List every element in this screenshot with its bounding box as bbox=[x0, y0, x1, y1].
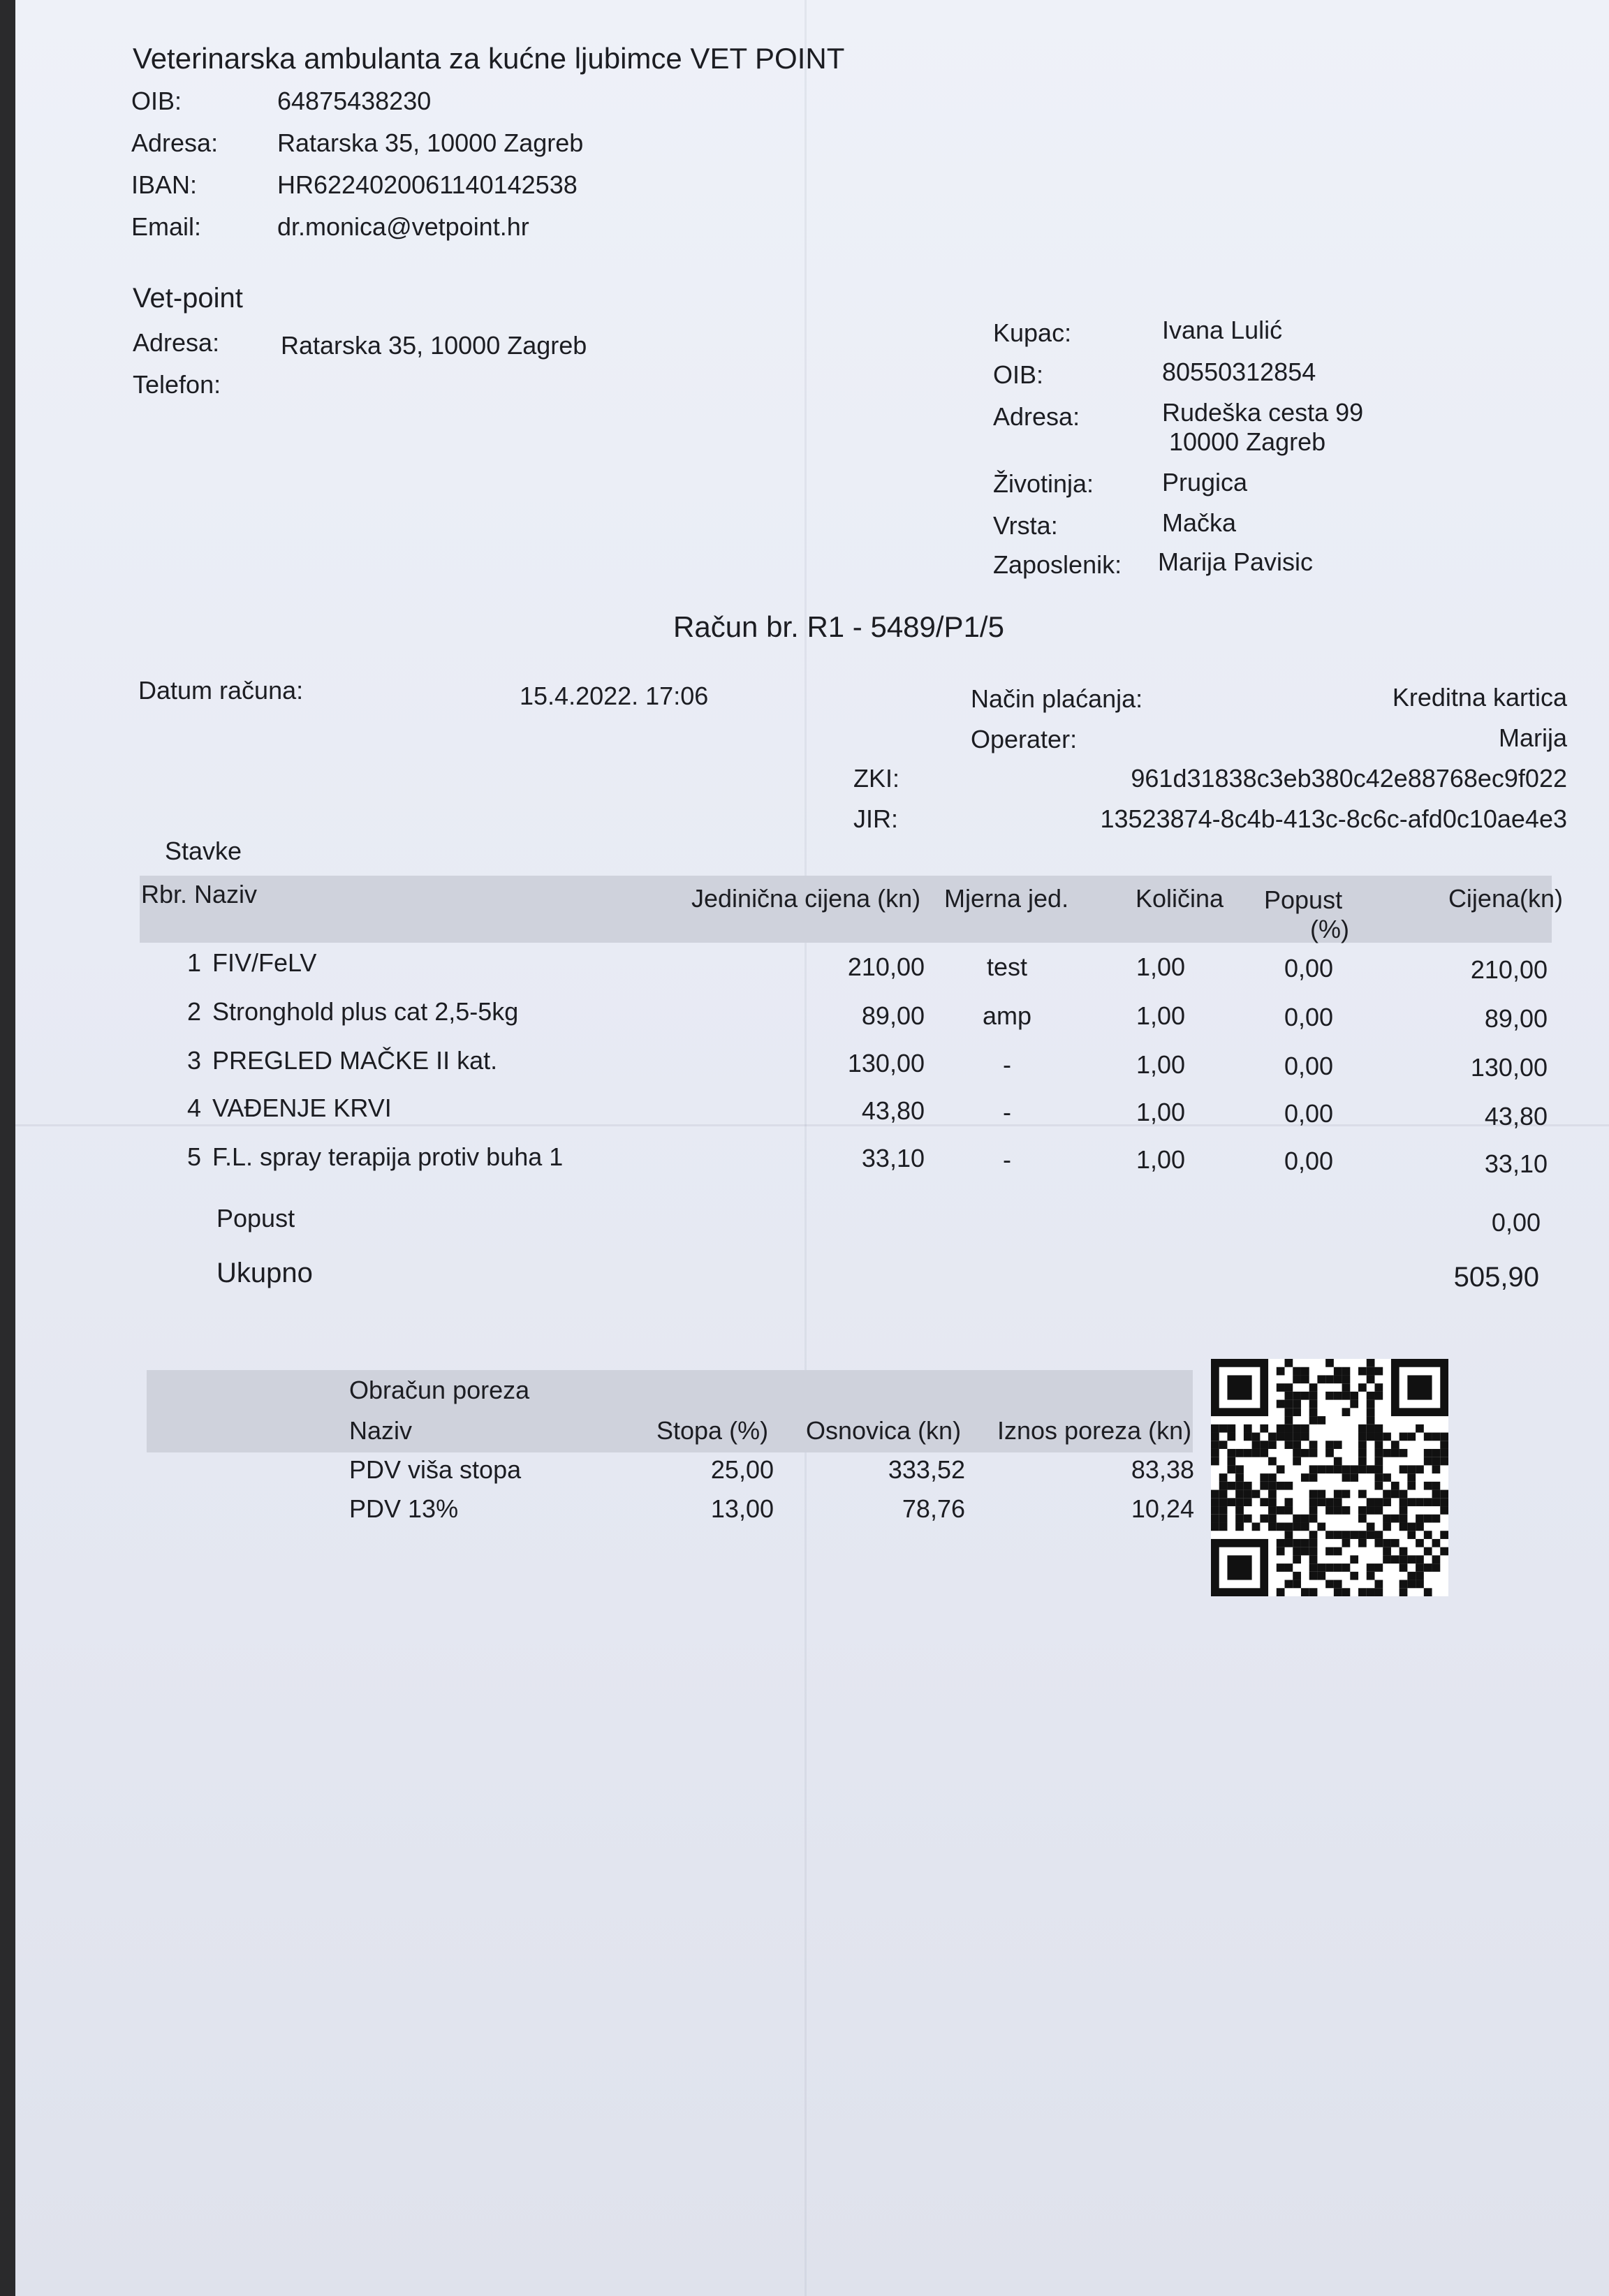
tax-col-rate: Stopa (%) bbox=[656, 1416, 769, 1445]
item-price: 33,10 bbox=[1484, 1149, 1548, 1178]
buyer-label: Kupac: bbox=[993, 318, 1072, 347]
clinic-oib-label: OIB: bbox=[131, 87, 182, 115]
tax-title: Obračun poreza bbox=[349, 1376, 530, 1404]
branch-name: Vet-point bbox=[133, 283, 243, 314]
animal-label: Životinja: bbox=[993, 469, 1094, 498]
tax-row-base: 333,52 bbox=[888, 1455, 965, 1484]
species-label: Vrsta: bbox=[993, 511, 1058, 540]
item-name: PREGLED MAČKE II kat. bbox=[212, 1046, 498, 1075]
item-discount: 0,00 bbox=[1284, 954, 1334, 983]
grand-total-label: Ukupno bbox=[216, 1258, 313, 1288]
clinic-email-label: Email: bbox=[131, 212, 202, 241]
clinic-iban-label: IBAN: bbox=[131, 170, 198, 199]
clinic-name: Veterinarska ambulanta za kućne ljubimce VET POINT bbox=[133, 42, 845, 75]
item-discount: 0,00 bbox=[1284, 1147, 1334, 1175]
item-price: 130,00 bbox=[1470, 1053, 1548, 1082]
buyer-address-line2: 10000 Zagreb bbox=[1169, 427, 1326, 456]
paper-fold bbox=[804, 0, 807, 2296]
item-unit-price: 33,10 bbox=[861, 1144, 925, 1172]
tax-row-amount: 83,38 bbox=[1131, 1455, 1194, 1484]
col-discount: Popust bbox=[1264, 885, 1343, 914]
item-no: 1 bbox=[187, 948, 202, 977]
item-no: 4 bbox=[187, 1094, 202, 1122]
payment-method: Kreditna kartica bbox=[1392, 683, 1567, 712]
item-unit-price: 210,00 bbox=[847, 952, 925, 981]
clinic-address-label: Adresa: bbox=[131, 128, 219, 157]
jir-code: 13523874-8c4b-413c-8c6c-afd0c10ae4e3 bbox=[1100, 804, 1567, 833]
jir-label: JIR: bbox=[853, 804, 899, 833]
items-section-label: Stavke bbox=[165, 837, 242, 865]
col-no-name: Rbr. Naziv bbox=[141, 880, 258, 908]
item-qty: 1,00 bbox=[1136, 1098, 1186, 1126]
item-name: VAĐENJE KRVI bbox=[212, 1094, 392, 1122]
employee-name: Marija Pavisic bbox=[1158, 547, 1314, 576]
item-discount: 0,00 bbox=[1284, 1003, 1334, 1031]
operator-name: Marija bbox=[1498, 723, 1567, 752]
employee-label: Zaposlenik: bbox=[993, 550, 1122, 579]
item-qty: 1,00 bbox=[1136, 1050, 1186, 1079]
item-discount: 0,00 bbox=[1284, 1052, 1334, 1080]
item-discount: 0,00 bbox=[1284, 1099, 1334, 1128]
item-no: 2 bbox=[187, 997, 202, 1026]
col-discount-pct: (%) bbox=[1310, 915, 1349, 943]
item-price: 89,00 bbox=[1484, 1004, 1548, 1033]
item-price: 43,80 bbox=[1484, 1102, 1548, 1131]
item-unit: test bbox=[986, 952, 1028, 981]
tax-row-base: 78,76 bbox=[902, 1494, 965, 1523]
invoice-date: 15.4.2022. 17:06 bbox=[520, 682, 709, 710]
item-name: F.L. spray terapija protiv buha 1 bbox=[212, 1142, 564, 1171]
invoice-date-label: Datum računa: bbox=[138, 676, 304, 705]
col-qty: Količina bbox=[1136, 884, 1224, 913]
tax-col-base: Osnovica (kn) bbox=[806, 1416, 962, 1445]
branch-phone-label: Telefon: bbox=[133, 370, 221, 399]
buyer-oib-label: OIB: bbox=[993, 360, 1044, 389]
col-price: Cijena(kn) bbox=[1448, 884, 1563, 913]
buyer-address-line1: Rudeška cesta 99 bbox=[1162, 398, 1364, 427]
clinic-email: dr.monica@vetpoint.hr bbox=[277, 212, 529, 241]
tax-row-name: PDV viša stopa bbox=[349, 1455, 522, 1484]
item-no: 3 bbox=[187, 1046, 202, 1075]
clinic-address: Ratarska 35, 10000 Zagreb bbox=[277, 128, 584, 157]
tax-row-name: PDV 13% bbox=[349, 1494, 459, 1523]
zki-code: 961d31838c3eb380c42e88768ec9f022 bbox=[1131, 764, 1567, 793]
qr-code-icon bbox=[1211, 1359, 1448, 1596]
branch-address-label: Adresa: bbox=[133, 328, 220, 357]
tax-col-amount: Iznos poreza (kn) bbox=[997, 1416, 1192, 1445]
animal-name: Prugica bbox=[1162, 468, 1248, 496]
buyer-address-label: Adresa: bbox=[993, 402, 1080, 431]
discount-total-label: Popust bbox=[216, 1204, 295, 1232]
species: Mačka bbox=[1162, 508, 1237, 537]
item-name: Stronghold plus cat 2,5-5kg bbox=[212, 997, 519, 1026]
tax-col-name: Naziv bbox=[349, 1416, 413, 1445]
tax-row-amount: 10,24 bbox=[1131, 1494, 1194, 1523]
item-unit: - bbox=[1003, 1098, 1011, 1126]
buyer-oib: 80550312854 bbox=[1162, 358, 1316, 386]
buyer-name: Ivana Lulić bbox=[1162, 316, 1283, 344]
item-name: FIV/FeLV bbox=[212, 948, 317, 977]
operator-label: Operater: bbox=[971, 725, 1078, 753]
grand-total: 505,90 bbox=[1453, 1262, 1539, 1293]
item-price: 210,00 bbox=[1470, 955, 1548, 984]
item-unit-price: 89,00 bbox=[861, 1001, 925, 1030]
item-qty: 1,00 bbox=[1136, 1145, 1186, 1174]
paper-fold bbox=[15, 1124, 1609, 1126]
item-no: 5 bbox=[187, 1142, 202, 1171]
branch-address: Ratarska 35, 10000 Zagreb bbox=[281, 331, 587, 360]
item-qty: 1,00 bbox=[1136, 952, 1186, 981]
clinic-oib: 64875438230 bbox=[277, 87, 432, 115]
zki-label: ZKI: bbox=[853, 764, 900, 793]
payment-method-label: Način plaćanja: bbox=[971, 684, 1143, 713]
item-unit: - bbox=[1003, 1145, 1011, 1174]
tax-row-rate: 25,00 bbox=[710, 1455, 774, 1484]
invoice-title: Račun br. R1 - 5489/P1/5 bbox=[673, 610, 1004, 643]
col-unit: Mjerna jed. bbox=[944, 884, 1069, 913]
clinic-iban: HR6224020061140142538 bbox=[277, 170, 578, 199]
item-unit: amp bbox=[982, 1001, 1032, 1030]
item-unit-price: 43,80 bbox=[861, 1096, 925, 1125]
item-unit: - bbox=[1003, 1050, 1011, 1079]
item-qty: 1,00 bbox=[1136, 1001, 1186, 1030]
invoice-paper bbox=[15, 0, 1609, 2296]
item-unit-price: 130,00 bbox=[847, 1049, 925, 1077]
discount-total: 0,00 bbox=[1491, 1208, 1541, 1237]
tax-row-rate: 13,00 bbox=[710, 1494, 774, 1523]
col-unit-price: Jedinična cijena (kn) bbox=[691, 884, 921, 913]
